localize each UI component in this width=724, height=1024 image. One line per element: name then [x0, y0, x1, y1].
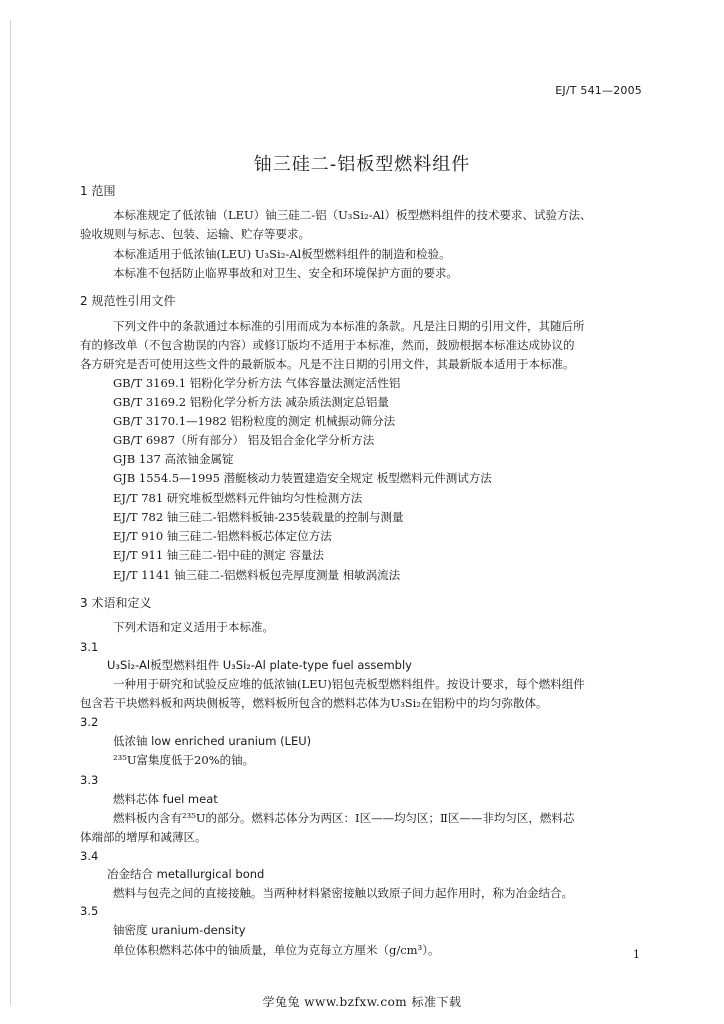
- term-3-4-definition: 燃料与包壳之间的直接接触。当两种材料紧密接触以致原子间力起作用时，称为冶金结合。: [113, 886, 573, 900]
- reference-item: GJB 137 高浓铀金属锭: [113, 452, 234, 466]
- term-3-2-number: 3.2: [80, 715, 99, 729]
- term-3-1-name: U₃Si₂-Al板型燃料组件 U₃Si₂-Al plate-type fuel assembly: [107, 658, 412, 672]
- term-3-3-name: 燃料芯体 fuel meat: [113, 792, 218, 806]
- section-2-heading: 2 规范性引用文件: [80, 294, 176, 308]
- footer-watermark-text: 学兔兔 www.bzfxw.com 标准下载: [262, 995, 462, 1009]
- reference-item: GB/T 3169.1 铝粉化学分析方法 气体容量法测定活性铝: [113, 376, 401, 390]
- reference-item: GB/T 3170.1—1982 铝粉粒度的测定 机械振动筛分法: [113, 414, 396, 428]
- document-code: EJ/T 541—2005: [555, 84, 642, 97]
- term-3-3-number: 3.3: [80, 773, 99, 787]
- term-3-3-definition-line-2: 体端部的增厚和减薄区。: [80, 830, 207, 844]
- section-1-para-3: 本标准不包括防止临界事故和对卫生、安全和环境保护方面的要求。: [113, 266, 458, 280]
- term-3-5-number: 3.5: [80, 904, 99, 918]
- section-2-intro-line-1: 下列文件中的条款通过本标准的引用而成为本标准的条款。凡是注日期的引用文件，其随后所: [113, 319, 585, 333]
- term-3-5-name: 铀密度 uranium-density: [113, 923, 246, 937]
- section-2-intro-line-3: 各方研究是否可使用这些文件的最新版本。凡是不注日期的引用文件，其最新版本适用于本标准。: [80, 357, 575, 371]
- term-3-1-number: 3.1: [80, 640, 99, 654]
- term-3-1-definition-line-2: 包含若干块燃料板和两块侧板等，燃料板所包含的燃料芯体为U₃Si₂在铝粉中的均匀弥散体。: [80, 696, 548, 710]
- reference-item: GJB 1554.5—1995 潜艇核动力装置建造安全规定 板型燃料元件测试方法: [113, 471, 492, 485]
- term-3-2-name: 低浓铀 low enriched uranium (LEU): [113, 734, 312, 748]
- reference-item: EJ/T 1141 铀三硅二-铝燃料板包壳厚度测量 相敏涡流法: [113, 568, 401, 582]
- term-3-5-definition: 单位体积燃料芯体中的铀质量，单位为克每立方厘米（g/cm³）。: [113, 943, 440, 957]
- reference-item: GB/T 6987（所有部分） 铝及铝合金化学分析方法: [113, 433, 375, 447]
- section-1-para-1-line-1: 本标准规定了低浓铀（LEU）铀三硅二-铝（U₃Si₂-Al）板型燃料组件的技术要求、试验方法、: [113, 208, 592, 222]
- section-3-heading: 3 术语和定义: [80, 596, 152, 610]
- section-1-heading: 1 范围: [80, 184, 116, 198]
- reference-item: EJ/T 781 研究堆板型燃料元件铀均匀性检测方法: [113, 491, 363, 505]
- reference-item: EJ/T 782 铀三硅二-铝燃料板铀-235装载量的控制与测量: [113, 510, 404, 524]
- reference-item: EJ/T 911 铀三硅二-铝中硅的测定 容量法: [113, 548, 324, 562]
- section-2-intro-line-2: 有的修改单（不包含勘误的内容）或修订版均不适用于本标准，然而，鼓励根据本标准达成协议的: [80, 338, 575, 352]
- section-3-intro: 下列术语和定义适用于本标准。: [113, 620, 274, 634]
- reference-item: EJ/T 910 铀三硅二-铝燃料板芯体定位方法: [113, 529, 332, 543]
- term-3-1-definition-line-1: 一种用于研究和试验反应堆的低浓铀(LEU)铝包壳板型燃料组件。按设计要求，每个燃料组件: [113, 677, 585, 691]
- term-3-2-definition: ²³⁵U富集度低于20%的铀。: [113, 753, 255, 767]
- term-3-4-number: 3.4: [80, 849, 99, 863]
- term-3-4-name: 冶金结合 metallurgical bond: [107, 867, 265, 881]
- document-title: 铀三硅二-铝板型燃料组件: [253, 154, 471, 175]
- reference-item: GB/T 3169.2 铝粉化学分析方法 减杂质法测定总铝量: [113, 395, 389, 409]
- section-1-para-2: 本标准适用于低浓铀(LEU) U₃Si₂-Al板型燃料组件的制造和检验。: [113, 247, 451, 261]
- term-3-3-definition-line-1: 燃料板内含有²³⁵U的部分。燃料芯体分为两区：Ⅰ区——均匀区；Ⅱ区——非均匀区，燃料芯: [113, 811, 575, 825]
- section-1-para-1-line-2: 验收规则与标志、包装、运输、贮存等要求。: [80, 227, 310, 241]
- page-number: 1: [633, 948, 640, 961]
